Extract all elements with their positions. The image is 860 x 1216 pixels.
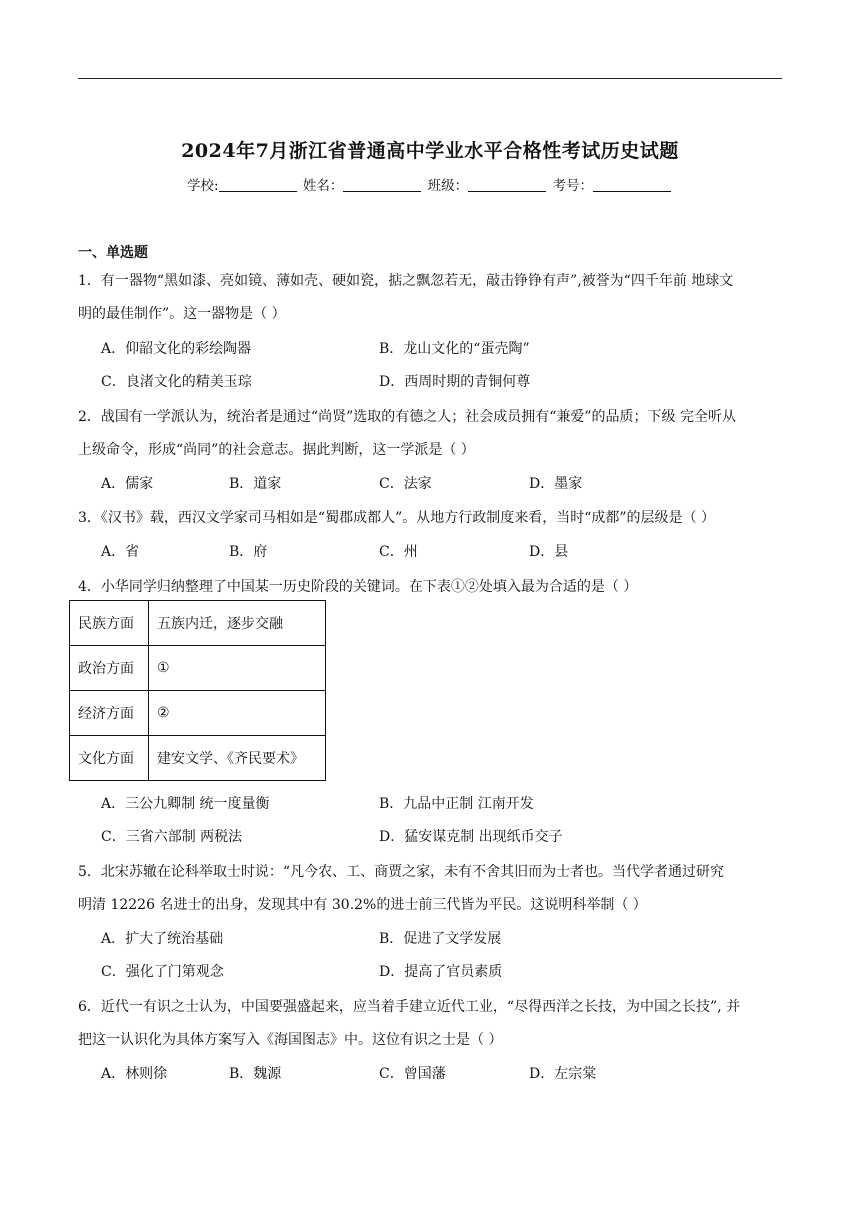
table-row — [70, 691, 326, 736]
question-4-option-d: D．猛安谋克制 出现纸币交子 — [379, 829, 563, 845]
table-value-cell: 五族内迁，逐步交融 — [149, 601, 326, 646]
class-label: 班级： — [427, 178, 469, 194]
school-label: 学校: — [187, 178, 219, 194]
question-3-option-d: D．县 — [529, 544, 569, 560]
question-5-option-d: D．提高了官员素质 — [379, 964, 503, 980]
exam-title: 2024年7月浙江省普通高中学业水平合格性考试历史试题 — [181, 140, 679, 162]
question-2-option-a: A．儒家 — [101, 476, 154, 492]
table-value-cell: 建安文学、《齐民要术》 — [149, 736, 326, 781]
question-2-option-c: C．法家 — [379, 476, 432, 492]
question-6-line-1: 6．近代一有识之士认为，中国要强盛起来，应当着手建立近代工业，“尽得西洋之长技，为中国之长技”, 并 — [78, 999, 741, 1015]
question-2-line-2: 上级命令，形成“尚同”的社会意志。据此判断，这一学派是（ ） — [78, 442, 475, 458]
question-3-option-c: C．州 — [379, 544, 418, 560]
table-key-cell: 经济方面 — [70, 691, 149, 736]
table-key-cell: 文化方面 — [70, 736, 149, 781]
table-row — [70, 601, 326, 646]
question-6-option-b: B．魏源 — [229, 1066, 282, 1082]
table-key-cell: 政治方面 — [70, 646, 149, 691]
top-rule — [78, 78, 782, 79]
question-1-line-2: 明的最佳制作”。这一器物是（ ） — [78, 306, 286, 322]
question-6-line-2: 把这一认识化为具体方案写入《海国图志》中。这位有识之士是（ ） — [78, 1032, 503, 1048]
name-blank — [343, 177, 421, 192]
question-1-option-d: D．西周时期的青铜何尊 — [379, 374, 531, 390]
question-1-option-a: A．仰韶文化的彩绘陶器 — [101, 341, 252, 357]
question-3-option-a: A．省 — [101, 544, 140, 560]
exam-number-label: 考号： — [552, 178, 593, 194]
exam-number-blank — [593, 177, 671, 192]
name-label: 姓名： — [302, 178, 344, 194]
table-row — [70, 646, 326, 691]
class-blank — [468, 177, 546, 192]
question-1-option-b: B．龙山文化的“蛋壳陶” — [379, 341, 530, 357]
question-5-option-b: B．促进了文学发展 — [379, 931, 502, 947]
question-6-option-d: D．左宗棠 — [529, 1066, 597, 1082]
student-info-line — [0, 174, 860, 194]
question-6-option-c: C．曾国藩 — [379, 1066, 446, 1082]
question-4-option-b: B．九品中正制 江南开发 — [379, 796, 534, 812]
question-5-option-c: C．强化了门第观念 — [101, 964, 224, 980]
table-key-cell: 民族方面 — [70, 601, 149, 646]
question-1-line-1: 1．有一器物“黑如漆、亮如镜、薄如壳、硬如瓷，掂之飘忽若无，敲击铮铮有声”,被誉为“四千年前 地球文 — [78, 273, 734, 289]
question-4-option-c: C．三省六部制 两税法 — [101, 829, 243, 845]
section-heading: 一、单选题 — [78, 245, 148, 261]
question-3-line-1: 3．《汉书》载，西汉文学家司马相如是“蜀郡成都人”。从地方行政制度来看，当时“成都”的层级是（ ） — [78, 510, 715, 526]
question-2-option-b: B．道家 — [229, 476, 282, 492]
question-5-line-1: 5．北宋苏辙在论科举取士时说：“凡今农、工、商贾之家，未有不舍其旧而为士者也。当代学者通过研究 — [78, 864, 725, 880]
question-4-option-a: A．三公九卿制 统一度量衡 — [101, 796, 270, 812]
question-3-option-b: B．府 — [229, 544, 268, 560]
table-value-cell: ① — [149, 646, 326, 691]
question-1-option-c: C．良渚文化的精美玉琮 — [101, 374, 252, 390]
keyword-table — [69, 600, 326, 781]
question-5-line-2: 明清 12226 名进士的出身，发现其中有 30.2%的进士前三代皆为平民。这说明科举制（ ） — [78, 897, 647, 913]
table-row — [70, 736, 326, 781]
question-4-line-1: 4．小华同学归纳整理了中国某一历史阶段的关键词。在下表①②处填入最为合适的是（ ） — [78, 579, 638, 595]
question-2-option-d: D．墨家 — [529, 476, 583, 492]
question-2-line-1: 2．战国有一学派认为，统治者是通过“尚贤”选取的有德之人；社会成员拥有“兼爱”的品质；下级 完全听从 — [78, 409, 736, 425]
school-blank — [219, 177, 297, 192]
question-5-option-a: A．扩大了统治基础 — [101, 931, 224, 947]
question-6-option-a: A．林则徐 — [101, 1066, 168, 1082]
table-value-cell: ② — [149, 691, 326, 736]
